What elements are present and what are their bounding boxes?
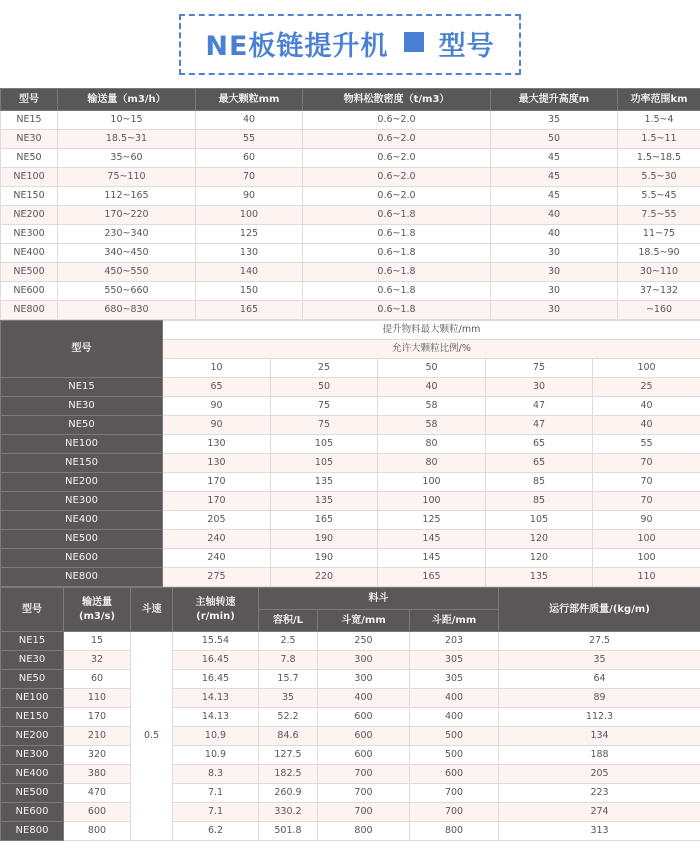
table-cell: 100 xyxy=(593,530,700,549)
table-cell: 15 xyxy=(64,632,131,651)
table-cell: 47 xyxy=(486,416,593,435)
table-cell: 15.7 xyxy=(259,670,318,689)
table-cell: 70 xyxy=(593,454,700,473)
model-cell: NE200 xyxy=(1,473,163,492)
spec-table-overview xyxy=(0,88,700,320)
table-cell: 150 xyxy=(196,282,303,301)
table-cell: 16.45 xyxy=(173,670,259,689)
model-cell: NE200 xyxy=(1,727,64,746)
table-cell: 140 xyxy=(196,263,303,282)
model-cell: NE50 xyxy=(1,416,163,435)
table-cell: 400 xyxy=(318,689,410,708)
table-cell: 0.6~1.8 xyxy=(303,206,491,225)
table-cell: 230~340 xyxy=(58,225,196,244)
table-cell: 45 xyxy=(491,149,618,168)
table-cell: 2.5 xyxy=(259,632,318,651)
table-row xyxy=(1,708,700,727)
table-row xyxy=(1,670,700,689)
table-cell: 100 xyxy=(196,206,303,225)
table-cell: 145 xyxy=(378,530,486,549)
table-cell: 60 xyxy=(196,149,303,168)
table-row xyxy=(1,130,700,149)
model-cell: NE50 xyxy=(1,149,58,168)
table-cell: 7.1 xyxy=(173,784,259,803)
model-cell: NE600 xyxy=(1,282,58,301)
table-cell: 25 xyxy=(593,378,700,397)
table-cell: 240 xyxy=(163,549,271,568)
table-cell: 125 xyxy=(196,225,303,244)
table-cell: 7.1 xyxy=(173,803,259,822)
table-cell: 400 xyxy=(410,689,499,708)
model-cell: NE100 xyxy=(1,168,58,187)
table-row xyxy=(1,822,700,841)
table-cell: 700 xyxy=(410,784,499,803)
table-row xyxy=(1,803,700,822)
table-cell: 130 xyxy=(163,454,271,473)
table-row xyxy=(1,378,700,397)
table-cell: 10.9 xyxy=(173,727,259,746)
model-cell: NE500 xyxy=(1,263,58,282)
table-cell: 188 xyxy=(499,746,700,765)
table-cell: 30~110 xyxy=(618,263,700,282)
table-cell: 205 xyxy=(499,765,700,784)
table-cell: 58 xyxy=(378,397,486,416)
table-cell: 84.6 xyxy=(259,727,318,746)
table-cell: 32 xyxy=(64,651,131,670)
table-cell: 210 xyxy=(64,727,131,746)
table-cell: 70 xyxy=(593,492,700,511)
table-cell: 70 xyxy=(593,473,700,492)
table-cell: 274 xyxy=(499,803,700,822)
table-cell: 5.5~45 xyxy=(618,187,700,206)
model-cell: NE800 xyxy=(1,568,163,587)
table-cell: 90 xyxy=(593,511,700,530)
table-row xyxy=(1,727,700,746)
particles-table-body xyxy=(1,378,700,587)
table-cell: 65 xyxy=(486,454,593,473)
table-cell: 0.6~2.0 xyxy=(303,168,491,187)
col-header-percent: 75 xyxy=(486,359,593,378)
model-cell: NE100 xyxy=(1,689,64,708)
col-header-bucket-group: 料斗 xyxy=(259,588,499,610)
model-cell: NE50 xyxy=(1,670,64,689)
model-cell: NE800 xyxy=(1,301,58,320)
table-row xyxy=(1,454,700,473)
table-cell: 112~165 xyxy=(58,187,196,206)
model-cell: NE30 xyxy=(1,130,58,149)
table-cell: 60 xyxy=(64,670,131,689)
col-header-model: 型号 xyxy=(1,321,163,378)
model-cell: NE600 xyxy=(1,803,64,822)
model-cell: NE15 xyxy=(1,632,64,651)
table-row xyxy=(1,397,700,416)
table-cell: 127.5 xyxy=(259,746,318,765)
table-row xyxy=(1,206,700,225)
table-cell: 600 xyxy=(318,708,410,727)
col-header-max-particle: 最大颗粒mm xyxy=(196,89,303,111)
table-cell: 190 xyxy=(271,549,378,568)
table-cell: 680~830 xyxy=(58,301,196,320)
table-row xyxy=(1,549,700,568)
model-cell: NE30 xyxy=(1,397,163,416)
table-cell: 90 xyxy=(196,187,303,206)
table-cell: 170 xyxy=(163,492,271,511)
table-cell: 75 xyxy=(271,397,378,416)
table-cell: 105 xyxy=(486,511,593,530)
table-cell: 165 xyxy=(196,301,303,320)
table-cell: 10~15 xyxy=(58,111,196,130)
shaft-speed-label-line2: (r/min) xyxy=(175,610,256,624)
col-header-running-mass: 运行部件质量/(kg/m) xyxy=(499,588,700,632)
table-cell: 65 xyxy=(163,378,271,397)
table-cell: 58 xyxy=(378,416,486,435)
table-cell: 100 xyxy=(378,473,486,492)
shaft-speed-label-line1: 主轴转速 xyxy=(175,596,256,610)
table-cell: 600 xyxy=(410,765,499,784)
col-header-max-height: 最大提升高度m xyxy=(491,89,618,111)
col-header-max-particle-group: 提升物料最大颗粒/mm xyxy=(163,321,700,340)
table-cell: 320 xyxy=(64,746,131,765)
table-cell: 15.54 xyxy=(173,632,259,651)
model-cell: NE150 xyxy=(1,187,58,206)
table-cell: 170~220 xyxy=(58,206,196,225)
table-cell: 64 xyxy=(499,670,700,689)
table-cell: 800 xyxy=(64,822,131,841)
table-cell: 500 xyxy=(410,727,499,746)
table-cell: 165 xyxy=(271,511,378,530)
table-cell: 134 xyxy=(499,727,700,746)
col-header-bulk-density: 物料松散密度（t/m3） xyxy=(303,89,491,111)
table-cell: 52.2 xyxy=(259,708,318,727)
table-cell: 600 xyxy=(64,803,131,822)
table-cell: 135 xyxy=(271,492,378,511)
table-cell: 300 xyxy=(318,670,410,689)
table-cell: 800 xyxy=(318,822,410,841)
table-cell: 0.6~1.8 xyxy=(303,225,491,244)
table-cell: 240 xyxy=(163,530,271,549)
table-cell: 70 xyxy=(196,168,303,187)
col-header-allowed-ratio: 允许大颗粒比例/% xyxy=(163,340,700,359)
model-cell: NE15 xyxy=(1,378,163,397)
table-cell: 600 xyxy=(318,746,410,765)
table-row xyxy=(1,416,700,435)
table-cell: 11~75 xyxy=(618,225,700,244)
buckets-table-body xyxy=(1,632,700,841)
table-cell: ~160 xyxy=(618,301,700,320)
table-cell: 305 xyxy=(410,651,499,670)
table-cell: 135 xyxy=(271,473,378,492)
table-cell: 112.3 xyxy=(499,708,700,727)
col-header-capacity xyxy=(64,588,131,632)
spec-table-buckets xyxy=(0,587,700,841)
table-row xyxy=(1,111,700,130)
table-cell: 47 xyxy=(486,397,593,416)
col-header-bucket-speed: 斗速 xyxy=(131,588,173,632)
table-row xyxy=(1,492,700,511)
table-row xyxy=(1,435,700,454)
table-cell: 330.2 xyxy=(259,803,318,822)
table-cell: 89 xyxy=(499,689,700,708)
table-cell: 0.6~2.0 xyxy=(303,130,491,149)
table-cell: 7.8 xyxy=(259,651,318,670)
table-cell: 110 xyxy=(593,568,700,587)
model-cell: NE100 xyxy=(1,435,163,454)
table-cell: 145 xyxy=(378,549,486,568)
table-cell: 1.5~4 xyxy=(618,111,700,130)
table-cell: 30 xyxy=(491,244,618,263)
model-cell: NE300 xyxy=(1,746,64,765)
table-cell: 35 xyxy=(259,689,318,708)
col-header-bucket-volume: 容积/L xyxy=(259,610,318,632)
table-cell: 55 xyxy=(593,435,700,454)
model-cell: NE500 xyxy=(1,784,64,803)
table-cell: 16.45 xyxy=(173,651,259,670)
table-row xyxy=(1,568,700,587)
capacity-label-line2: (m3/s) xyxy=(66,610,128,624)
table-cell: 135 xyxy=(486,568,593,587)
table-cell: 205 xyxy=(163,511,271,530)
model-cell: NE15 xyxy=(1,111,58,130)
table-row xyxy=(1,263,700,282)
table-cell: 700 xyxy=(318,784,410,803)
table-cell: 40 xyxy=(378,378,486,397)
title-section xyxy=(0,0,700,88)
table-row xyxy=(1,689,700,708)
table-cell: 165 xyxy=(378,568,486,587)
table-cell: 7.5~55 xyxy=(618,206,700,225)
table-cell: 35 xyxy=(499,651,700,670)
table-cell: 40 xyxy=(196,111,303,130)
table-cell: 380 xyxy=(64,765,131,784)
table-cell: 130 xyxy=(163,435,271,454)
col-header-power-range: 功率范围km xyxy=(618,89,700,111)
table-cell: 90 xyxy=(163,397,271,416)
bucket-speed-cell: 0.5 xyxy=(131,632,173,841)
model-cell: NE200 xyxy=(1,206,58,225)
table-cell: 40 xyxy=(491,206,618,225)
table-cell: 260.9 xyxy=(259,784,318,803)
model-cell: NE300 xyxy=(1,225,58,244)
table-cell: 30 xyxy=(491,263,618,282)
table-cell: 37~132 xyxy=(618,282,700,301)
model-cell: NE500 xyxy=(1,530,163,549)
model-cell: NE400 xyxy=(1,511,163,530)
table-cell: 75 xyxy=(271,416,378,435)
col-header-percent: 100 xyxy=(593,359,700,378)
table-row xyxy=(1,301,700,320)
table-cell: 190 xyxy=(271,530,378,549)
table-cell: 65 xyxy=(486,435,593,454)
model-cell: NE400 xyxy=(1,244,58,263)
table-cell: 500 xyxy=(410,746,499,765)
table-cell: 220 xyxy=(271,568,378,587)
table-cell: 223 xyxy=(499,784,700,803)
table-row xyxy=(1,511,700,530)
table-cell: 700 xyxy=(410,803,499,822)
table-cell: 501.8 xyxy=(259,822,318,841)
col-header-bucket-pitch: 斗距/mm xyxy=(410,610,499,632)
table-cell: 40 xyxy=(593,416,700,435)
table-cell: 27.5 xyxy=(499,632,700,651)
table-cell: 550~660 xyxy=(58,282,196,301)
table-row xyxy=(1,765,700,784)
table-row xyxy=(1,746,700,765)
table-cell: 14.13 xyxy=(173,708,259,727)
page-title-left: NE板链提升机 xyxy=(205,31,388,62)
col-header-model: 型号 xyxy=(1,89,58,111)
table-cell: 90 xyxy=(163,416,271,435)
table-cell: 100 xyxy=(378,492,486,511)
table-cell: 105 xyxy=(271,435,378,454)
table-cell: 35 xyxy=(491,111,618,130)
table-cell: 600 xyxy=(318,727,410,746)
table-cell: 14.13 xyxy=(173,689,259,708)
table-cell: 120 xyxy=(486,530,593,549)
table-cell: 170 xyxy=(163,473,271,492)
table-cell: 40 xyxy=(491,225,618,244)
table-cell: 0.6~1.8 xyxy=(303,263,491,282)
table-row xyxy=(1,187,700,206)
table-cell: 450~550 xyxy=(58,263,196,282)
table-cell: 400 xyxy=(410,708,499,727)
model-cell: NE800 xyxy=(1,822,64,841)
table-cell: 80 xyxy=(378,435,486,454)
table-cell: 40 xyxy=(593,397,700,416)
table-row xyxy=(1,149,700,168)
table-cell: 170 xyxy=(64,708,131,727)
table-cell: 35~60 xyxy=(58,149,196,168)
table-cell: 80 xyxy=(378,454,486,473)
table-cell: 45 xyxy=(491,187,618,206)
col-header-model: 型号 xyxy=(1,588,64,632)
table-row xyxy=(1,225,700,244)
table-cell: 130 xyxy=(196,244,303,263)
table-cell: 340~450 xyxy=(58,244,196,263)
table-cell: 203 xyxy=(410,632,499,651)
capacity-label-line1: 输送量 xyxy=(66,596,128,610)
title-box xyxy=(179,14,520,75)
table-cell: 45 xyxy=(491,168,618,187)
table-cell: 10.9 xyxy=(173,746,259,765)
table-cell: 0.6~1.8 xyxy=(303,282,491,301)
table-cell: 1.5~18.5 xyxy=(618,149,700,168)
table-cell: 55 xyxy=(196,130,303,149)
table-cell: 50 xyxy=(271,378,378,397)
table-cell: 105 xyxy=(271,454,378,473)
table-cell: 100 xyxy=(593,549,700,568)
table-cell: 30 xyxy=(486,378,593,397)
table-cell: 120 xyxy=(486,549,593,568)
table-cell: 30 xyxy=(491,301,618,320)
table-row xyxy=(1,632,700,651)
table-cell: 18.5~90 xyxy=(618,244,700,263)
model-cell: NE600 xyxy=(1,549,163,568)
col-header-percent: 50 xyxy=(378,359,486,378)
table-cell: 300 xyxy=(318,651,410,670)
table-row xyxy=(1,530,700,549)
table-row xyxy=(1,168,700,187)
model-cell: NE400 xyxy=(1,765,64,784)
table-cell: 470 xyxy=(64,784,131,803)
table-cell: 250 xyxy=(318,632,410,651)
table-cell: 75~110 xyxy=(58,168,196,187)
table-cell: 30 xyxy=(491,282,618,301)
table-cell: 6.2 xyxy=(173,822,259,841)
spec-table-particles xyxy=(0,320,700,587)
table-cell: 800 xyxy=(410,822,499,841)
table-cell: 305 xyxy=(410,670,499,689)
page-title-right: 型号 xyxy=(439,31,495,62)
table-cell: 0.6~2.0 xyxy=(303,149,491,168)
table-cell: 0.6~2.0 xyxy=(303,111,491,130)
table-cell: 85 xyxy=(486,492,593,511)
table-cell: 700 xyxy=(318,765,410,784)
model-cell: NE300 xyxy=(1,492,163,511)
col-header-percent: 10 xyxy=(163,359,271,378)
table-cell: 8.3 xyxy=(173,765,259,784)
table-cell: 0.6~2.0 xyxy=(303,187,491,206)
table-cell: 1.5~11 xyxy=(618,130,700,149)
table-cell: 275 xyxy=(163,568,271,587)
table-cell: 313 xyxy=(499,822,700,841)
table-cell: 50 xyxy=(491,130,618,149)
table-cell: 18.5~31 xyxy=(58,130,196,149)
table-cell: 182.5 xyxy=(259,765,318,784)
table-cell: 0.6~1.8 xyxy=(303,244,491,263)
overview-table-body xyxy=(1,111,700,320)
col-header-shaft-speed xyxy=(173,588,259,632)
table-cell: 0.6~1.8 xyxy=(303,301,491,320)
table-row xyxy=(1,784,700,803)
table-row xyxy=(1,473,700,492)
col-header-bucket-width: 斗宽/mm xyxy=(318,610,410,632)
square-icon xyxy=(404,32,424,52)
table-row xyxy=(1,244,700,263)
table-cell: 700 xyxy=(318,803,410,822)
table-cell: 85 xyxy=(486,473,593,492)
table-cell: 110 xyxy=(64,689,131,708)
table-cell: 125 xyxy=(378,511,486,530)
table-cell: 5.5~30 xyxy=(618,168,700,187)
model-cell: NE150 xyxy=(1,708,64,727)
col-header-capacity: 输送量（m3/h） xyxy=(58,89,196,111)
col-header-percent: 25 xyxy=(271,359,378,378)
model-cell: NE150 xyxy=(1,454,163,473)
table-row xyxy=(1,282,700,301)
table-row xyxy=(1,651,700,670)
model-cell: NE30 xyxy=(1,651,64,670)
